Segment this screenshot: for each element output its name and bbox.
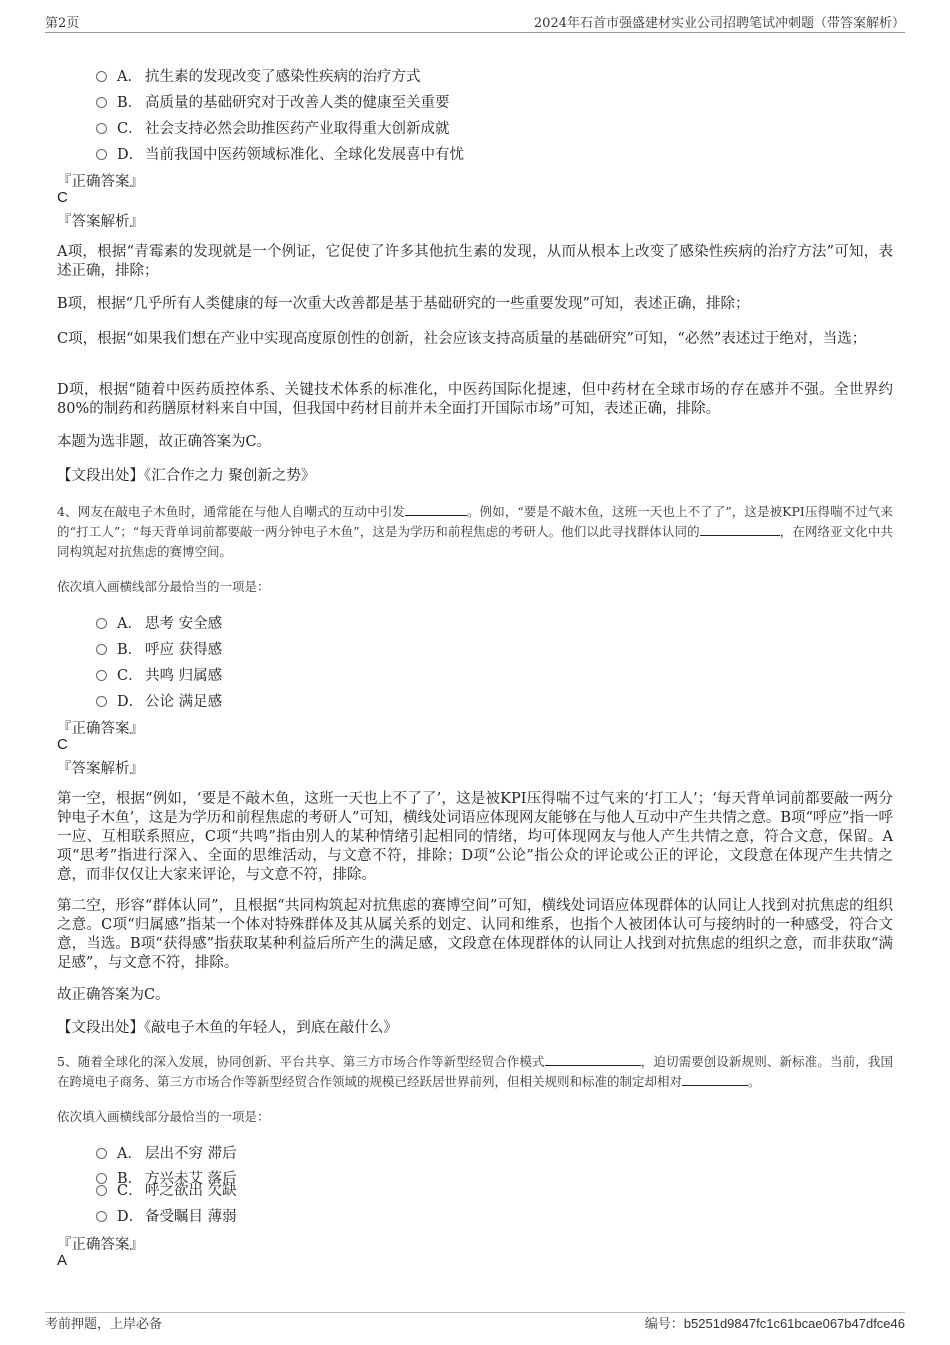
q5-option-a[interactable]: A． 层出不穷 滞后 [96, 1142, 237, 1163]
option-text: 思考 安全感 [145, 616, 223, 632]
page-number: 第2页 [45, 16, 80, 31]
q3-analysis-label: 『答案解析』 [57, 214, 144, 230]
radio-icon[interactable] [96, 618, 107, 629]
q4-option-d[interactable]: D． 公论 满足感 [96, 690, 222, 711]
q3-analysis-b: B项，根据“几乎所有人类健康的每一次重大改善都是基于基础研究的一些重要发现”可知，表述正确，排除； [57, 296, 750, 312]
q4-conclusion: 故正确答案为C。 [57, 987, 170, 1003]
q3-option-d[interactable]: D． 当前我国中医药领域标准化、全球化发展喜中有忧 [96, 143, 464, 164]
q4-analysis-second-blank: 第二空，形容“群体认同”，且根据“共同构筑起对抗焦虑的赛博空间”可知，横线处词语应体现群体的认同让人找到对抗焦虑的组织之意。C项“归属感”指某一个体对特殊群体及其从属关系的划定、认同和维系，也指个人被团体认可与接纳时的一种感受，符合文意，当选。B项“获得感”指获取某种利益后所产生的满足感，文段意在体现群体的认同让人找到对抗焦虑的组织之意，而非获取“满足感”，与文意不符，排除。 [57, 898, 893, 971]
option-text: 备受瞩目 薄弱 [145, 1209, 237, 1225]
q3-option-a[interactable]: A． 抗生素的发现改变了感染性疾病的治疗方式 [96, 65, 421, 86]
q3-conclusion: 本题为选非题，故正确答案为C。 [57, 434, 272, 450]
radio-icon[interactable] [96, 149, 107, 160]
option-text: 层出不穷 滞后 [145, 1146, 237, 1162]
q4-source: 【文段出处】《敲电子木鱼的年轻人，到底在敲什么》 [57, 1020, 398, 1036]
radio-icon[interactable] [96, 670, 107, 681]
blank-line[interactable] [682, 1073, 748, 1086]
q5-instruction: 依次填入画横线部分最恰当的一项是： [57, 1109, 270, 1124]
q4-answer-label: 『正确答案』 [57, 721, 144, 737]
q3-answer: C [57, 189, 68, 206]
q3-option-c[interactable]: C． 社会支持必然会助推医药产业取得重大创新成就 [96, 117, 450, 138]
option-text: 高质量的基础研究对于改善人类的健康至关重要 [145, 95, 450, 111]
option-text: 方兴未艾 落后 [145, 1171, 237, 1187]
page-footer [45, 1312, 905, 1335]
q5-answer: A [57, 1252, 68, 1269]
option-text: 当前我国中医药领域标准化、全球化发展喜中有忧 [145, 147, 464, 163]
footer-slogan: 考前押题，上岸必备 [45, 1317, 163, 1332]
q3-analysis-a: A项，根据“青霉素的发现就是一个例证，它促使了许多其他抗生素的发现，从而从根本上改变了感染性疾病的治疗方法”可知，表述正确，排除； [57, 244, 893, 279]
option-text: 共鸣 归属感 [145, 668, 223, 684]
radio-icon[interactable] [96, 644, 107, 655]
q5-option-b[interactable]: B． 方兴未艾 落后 [96, 1167, 237, 1188]
q5-stem: 5、随着全球化的深入发展，协同创新、平台共享、第三方市场合作等新型经贸合作模式 ，迫切需要创设新规则、新标准。当前，我国在跨境电子商务、第三方市场合作等新型经贸合作领域的规模已经跃居世界前列，但相关规则和标准的制定却相对 。 [57, 1054, 893, 1089]
q3-analysis-c: C项，根据“如果我们想在产业中实现高度原创性的创新，社会应该支持高质量的基础研究”可知，“必然”表述过于绝对，当选； [57, 331, 867, 347]
q4-option-b[interactable]: B． 呼应 获得感 [96, 638, 222, 659]
page-header [45, 12, 905, 33]
radio-icon[interactable] [96, 97, 107, 108]
q4-option-c[interactable]: C． 共鸣 归属感 [96, 664, 222, 685]
option-text: 社会支持必然会助推医药产业取得重大创新成就 [145, 121, 450, 137]
q3-option-b[interactable]: B． 高质量的基础研究对于改善人类的健康至关重要 [96, 91, 450, 112]
document-code: 编号：b5251d9847fc1c61bcae067b47dfce46 [644, 1316, 905, 1332]
q4-instruction: 依次填入画横线部分最恰当的一项是： [57, 579, 270, 594]
radio-icon[interactable] [96, 1185, 107, 1196]
option-text: 呼应 获得感 [145, 642, 223, 658]
q3-answer-label: 『正确答案』 [57, 174, 144, 190]
option-text: 公论 满足感 [145, 694, 223, 710]
blank-line[interactable] [405, 503, 467, 516]
radio-icon[interactable] [96, 123, 107, 134]
q4-stem: 4、网友在敲电子木鱼时，通常能在与他人自嘲式的互动中引发 。例如，“要是不敲木鱼，这班一天也上不了了”，这是被KPI压得喘不过气来的“打工人”；“每天背单词前都要敲一两分钟电子木鱼”，这是为学历和前程焦虑的考研人。他们以此寻找群体认同的 ，在网络亚文化中共同构筑起对抗焦虑的赛博空间。 [57, 504, 893, 559]
radio-icon[interactable] [96, 696, 107, 707]
q4-option-a[interactable]: A． 思考 安全感 [96, 612, 222, 633]
q4-analysis-label: 『答案解析』 [57, 761, 144, 777]
document-title: 2024年石首市强盛建材实业公司招聘笔试冲刺题（带答案解析） [533, 16, 905, 31]
q4-answer: C [57, 736, 68, 753]
q5-option-c[interactable]: C． 呼之欲出 欠缺 [96, 1179, 237, 1200]
q4-analysis-first-blank: 第一空，根据“例如，‘要是不敲木鱼，这班一天也上不了了’，这是被KPI压得喘不过气来的‘打工人’；‘每天背单词前都要敲一两分钟电子木鱼’，这是为学历和前程焦虑的考研人”可知，横线处词语应体现网友能够在与他人互动中产生共情之意。B项“呼应”指一呼一应、互相联系照应，C项“共鸣”指由别人的某种情绪引起相同的情绪，均可体现网友与他人产生共情之意，符合文意，保留。A项“思考”指进行深入、全面的思维活动，与文意不符，排除；D项“公论”指公众的评论或公正的评论，文段意在体现产生共情之意，而非仅仅让大家来评论，与文意不符，排除。 [57, 791, 893, 883]
blank-line[interactable] [700, 523, 780, 536]
radio-icon[interactable] [96, 71, 107, 82]
q5-answer-label: 『正确答案』 [57, 1237, 144, 1253]
q3-source: 【文段出处】《汇合作之力 聚创新之势》 [57, 468, 316, 484]
option-text: 呼之欲出 欠缺 [145, 1183, 237, 1199]
q5-option-d[interactable]: D． 备受瞩目 薄弱 [96, 1205, 237, 1226]
radio-icon[interactable] [96, 1148, 107, 1159]
q3-analysis-d: D项，根据“随着中医药质控体系、关键技术体系的标准化，中医药国际化提速，但中药材在全球市场的存在感并不强。全世界约80%的制药和药膳原材料来自中国，但我国中药材目前并未全面打开国际市场”可知，表述正确，排除。 [57, 382, 893, 417]
radio-icon[interactable] [96, 1211, 107, 1222]
option-text: 抗生素的发现改变了感染性疾病的治疗方式 [145, 69, 421, 85]
blank-line[interactable] [545, 1053, 641, 1066]
